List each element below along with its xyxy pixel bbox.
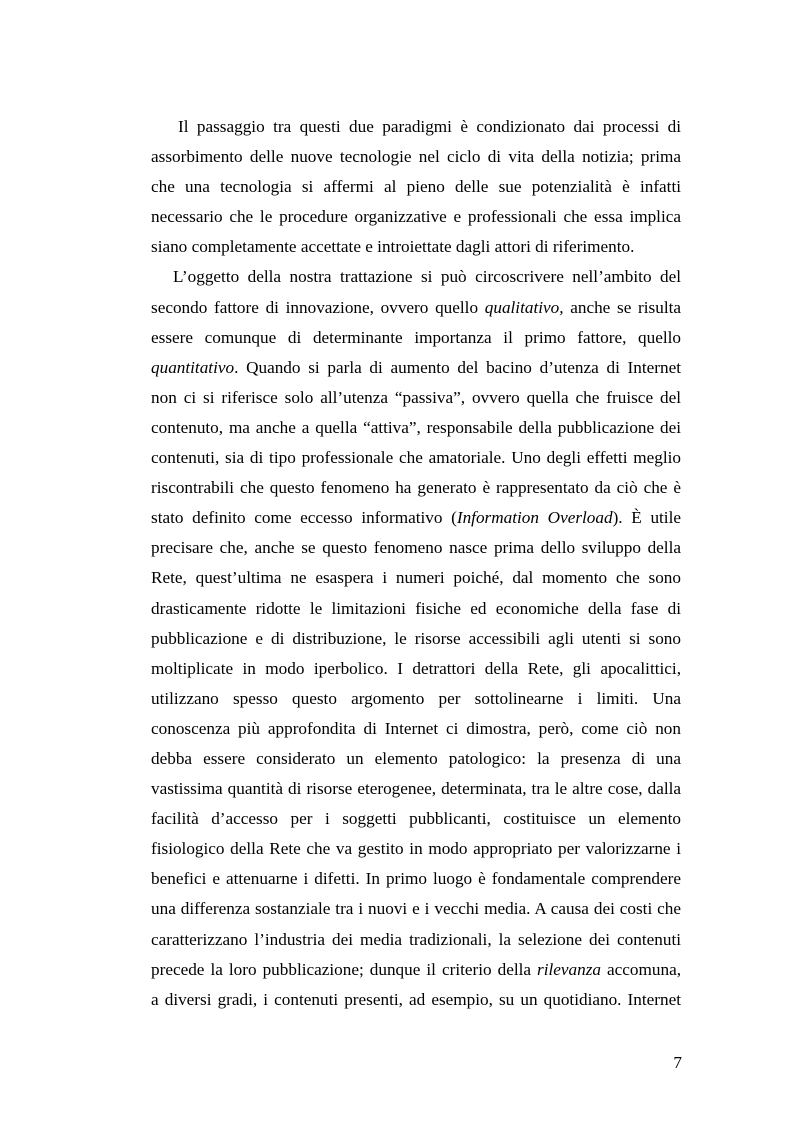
- text-line: necessario che le procedure organizzative e professionali che essa implica: [151, 207, 681, 227]
- text-line: [151, 955, 681, 985]
- text-line: Rete, quest’ultima ne esaspera i numeri poiché, dal momento che sono: [151, 568, 681, 588]
- emphasis: qualitativo,: [484, 297, 564, 317]
- text-line: essere comunque di determinante importanza il primo fattore, quello: [151, 327, 681, 347]
- text-line: assorbimento delle nuove tecnologie nel ciclo di vita della notizia; prima: [151, 147, 681, 167]
- emphasis: Information Overload: [456, 508, 613, 528]
- paragraph-2: [151, 262, 681, 1014]
- emphasis: quantitativo: [151, 357, 235, 377]
- text-line: [151, 353, 681, 383]
- body-text: [151, 112, 681, 1015]
- text-line: [151, 293, 681, 323]
- text-run: anche se risulta: [563, 297, 681, 317]
- text-line: benefici e attenuarne i difetti. In primo luogo è fondamentale comprendere: [151, 869, 681, 889]
- text-run: precede la loro pubblicazione; dunque il criterio della: [151, 959, 538, 979]
- text-line: facilità d’accesso per i soggetti pubblicanti, costituisce un elemento: [151, 809, 681, 829]
- text-line: Il passaggio tra questi due paradigmi è condizionato dai processi di: [178, 117, 681, 136]
- text-line: riscontrabili che questo fenomeno ha generato è rappresentato da ciò che è: [151, 478, 681, 498]
- text-line: vastissima quantità di risorse eterogenee, determinata, tra le altre cose, dalla: [151, 779, 681, 799]
- text-line: siano completamente accettate e introiettate dagli attori di riferimento.: [151, 237, 635, 257]
- text-run: accomuna,: [601, 959, 681, 979]
- text-line: drasticamente ridotte le limitazioni fisiche ed economiche della fase di: [151, 598, 681, 618]
- text-line: pubblicazione e di distribuzione, le risorse accessibili agli utenti si sono: [151, 628, 681, 648]
- text-line: a diversi gradi, i contenuti presenti, ad esempio, su un quotidiano. Internet: [151, 989, 681, 1009]
- emphasis: rilevanza: [537, 959, 602, 979]
- text-line: contenuto, ma anche a quella “attiva”, responsabile della pubblicazione dei: [151, 417, 681, 437]
- text-line: moltiplicate in modo iperbolico. I detrattori della Rete, gli apocalittici,: [151, 658, 681, 678]
- text-line: debba essere considerato un elemento patologico: la presenza di una: [151, 748, 681, 768]
- page-number: 7: [673, 1053, 682, 1072]
- text-run: ). È utile: [612, 508, 681, 528]
- text-run: secondo fattore di innovazione, ovvero quello: [151, 297, 485, 317]
- text-line: non ci si riferisce solo all’utenza “passiva”, ovvero quella che fruisce del: [151, 387, 681, 407]
- text-line: precisare che, anche se questo fenomeno nasce prima dello sviluppo della: [151, 538, 681, 558]
- text-line: caratterizzano l’industria dei media tradizionali, la selezione dei contenuti: [151, 929, 681, 949]
- text-line: L’oggetto della nostra trattazione si può circoscrivere nell’ambito del: [173, 267, 681, 287]
- text-line: che una tecnologia si affermi al pieno delle sue potenzialità è infatti: [151, 177, 681, 197]
- text-line: fisiologico della Rete che va gestito in modo appropriato per valorizzarne i: [151, 839, 681, 859]
- paragraph-1: [151, 112, 681, 262]
- text-line: contenuti, sia di tipo professionale che amatoriale. Uno degli effetti meglio: [151, 448, 681, 468]
- text-run: . Quando si parla di aumento del bacino d’utenza di Internet: [234, 357, 681, 377]
- text-line: conoscenza più approfondita di Internet ci dimostra, però, come ciò non: [151, 718, 681, 738]
- text-line: una differenza sostanziale tra i nuovi e i vecchi media. A causa dei costi che: [151, 899, 681, 919]
- text-line: utilizzano spesso questo argomento per sottolinearne i limiti. Una: [151, 688, 681, 708]
- text-run: stato definito come eccesso informativo (: [151, 508, 457, 528]
- text-line: [151, 503, 681, 533]
